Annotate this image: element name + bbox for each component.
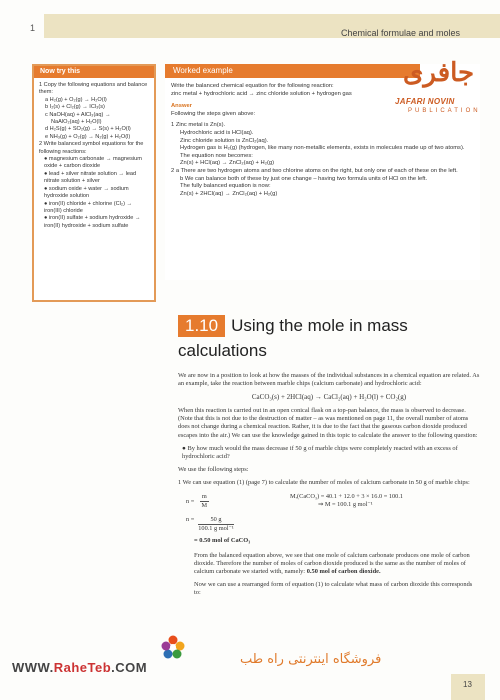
steps-intro: We use the following steps: [178, 465, 249, 473]
exercise-line: 1 Copy the following equations and balance them: [39, 82, 148, 96]
fraction-top: 50 g [198, 516, 233, 525]
paragraph [194, 552, 480, 576]
exercise-line: 2 Write balanced symbol equations for the following reactions: [39, 141, 144, 155]
paragraph: Now we can use a rearranged form of equation (1) to calculate what mass of carbon dioxide this corresponds to: [194, 580, 473, 596]
reaction-equation: CaCO₃(s) + 2HCl(aq) → CaCl₂(aq) + H₂O(l) + CO₂(g) [251, 393, 407, 402]
page-number: 13 [463, 680, 472, 689]
fraction-bottom: 100.1 g mol⁻¹ [198, 525, 234, 533]
url-suffix: .COM [111, 660, 148, 675]
worked-line: The fully balanced equation is now: [180, 183, 271, 190]
site-watermark [0, 652, 500, 680]
answer-label: Answer [171, 103, 192, 110]
page-header [0, 0, 500, 38]
now-try-this-heading: Now try this [34, 66, 154, 78]
exercise-line: d H₂S(g) + SO₂(g) → S(s) + H₂O(l) [45, 126, 131, 133]
header-title: Chemical formulae and moles [340, 28, 460, 38]
section-heading [178, 315, 478, 361]
worked-example-intro: Write the balanced chemical equation for the following reaction: [171, 83, 334, 89]
exercise-line: b I₂(s) + Cl₂(g) → ICl₃(s) [45, 104, 105, 111]
main-text [178, 372, 480, 602]
step-1: 1 We can use equation (1) (page 7) to calculate the number of moles of calcium carbonate in 50 g of marble chips: [178, 478, 470, 486]
section-number: 1.10 [178, 315, 225, 337]
molar-mass-working [290, 493, 480, 510]
n-equals: n = [186, 498, 195, 506]
watermark-persian-text: فروشگاه اینترنتی راه طب [240, 652, 382, 667]
worked-line: Zn(s) + 2HCl(aq) → ZnCl₂(aq) + H₂(g) [180, 190, 278, 197]
fraction [200, 493, 209, 510]
worked-line: Zn(s) + HCl(aq) → ZnCl₂(aq) + H₂(g) [180, 160, 275, 167]
publisher-logo-subtitle: PUBLICATION [408, 108, 481, 114]
exercise-line: ● sodium oxide + water → sodium hydroxide solution [44, 185, 129, 200]
exercise-line: ● magnesium carbonate → magnesium oxide + carbon dioxide [44, 156, 142, 170]
now-try-this-body [34, 78, 154, 230]
paragraph: We are now in a position to look at how the masses of the individual substances in a chemical equation are related. As an example, take the reaction between marble chips (calcium carbonate) and hydrochloric acid: [178, 372, 480, 388]
exercise-line: ● iron(II) chloride + chlorine (Cl₂) → iron(III) chloride [44, 200, 133, 214]
exercise-line: c NaOH(aq) + AlCl₃(aq) → [45, 111, 111, 118]
n-equals: n = [186, 516, 195, 524]
steps-intro: Following the steps given above: [171, 110, 256, 117]
exercise-line: NaAlO₂(aq) + H₂O(l) [51, 119, 102, 126]
exercise-line: e NH₃(g) + O₂(g) → N₂(g) + H₂O(l) [45, 133, 131, 140]
header-page-marker: 1 [30, 23, 36, 33]
worked-line: 2 a There are two hydrogen atoms and two chlorine atoms on the right, but only one of each of these on the left. [171, 167, 458, 174]
fraction [198, 516, 233, 533]
mr-line: Mᵣ(CaCO₃) = 40.1 + 12.0 + 3 × 16.0 = 100.1 [290, 493, 404, 501]
m-line: ⇒ M = 100.1 g mol⁻¹ [318, 501, 373, 509]
exercise-line: a H₂(g) + O₂(g) → H₂O(l) [45, 96, 107, 103]
paragraph-text: From the balanced equation above, we see that one mole of calcium carbonate produces one mole of carbon dioxide. Therefore the number of moles of carbon dioxide produced is the same as the number of moles of calcium carbonate we started with, namely: [194, 551, 470, 575]
question-bullet: ● By how much would the mass decrease if 50 g of marble chips were completely reacted with an excess of hydrochloric acid? [182, 444, 458, 460]
url-prefix: WWW. [12, 660, 54, 675]
worked-example-heading: Worked example [165, 64, 420, 78]
calculation-result: = 0.50 mol of CaCO₃ [194, 537, 251, 545]
url-brand: RaheTeb [53, 660, 112, 675]
publisher-logo-mark: جافری [403, 58, 475, 88]
exercise-line: ● lead + silver nitrate solution → lead nitrate solution + silver [44, 170, 137, 185]
moles-formula [186, 493, 213, 510]
fraction-top: m [200, 493, 209, 502]
worked-example-reaction: zinc metal + hydrochloric acid → zinc chloride solution + hydrogen gas [171, 90, 352, 97]
exercise-line: ● iron(II) sulfate + sodium hydroxide → iron(II) hydroxide + sodium sulfate [44, 215, 141, 229]
worked-line: Hydrogen gas is H₂(g) (hydrogen, like many non-metallic elements, exists in molecules made up of two atoms). [180, 145, 465, 152]
section-title-line1: Using the mole in mass [231, 316, 408, 335]
calculation-row-2 [186, 516, 480, 533]
worked-line: Hydrochloric acid is HCl(aq). [180, 129, 254, 136]
worked-line: 1 Zinc metal is Zn(s). [171, 122, 226, 129]
watermark-url [12, 660, 147, 675]
publisher-logo-name: JAFARI NOVIN [395, 97, 455, 106]
paragraph-emphasis: 0.50 mol of carbon dioxide. [306, 567, 381, 575]
calculation-row [186, 493, 480, 510]
publisher-logo [363, 58, 483, 128]
worked-line: Zinc chloride solution is ZnCl₂(aq). [180, 137, 269, 144]
now-try-this-box [32, 64, 156, 302]
fraction-bottom: M [201, 502, 208, 510]
worked-line: b We can balance both of these by just one change – having two formula units of HCl on the left. [180, 175, 428, 182]
page-number-box [451, 674, 485, 700]
paragraph: When this reaction is carried out in an open conical flask on a top-pan balance, the mass is observed to decrease. (Note that this is not due to the destruction of matter – as was mentioned on page 11, the overall number of atoms does not change during a chemical reaction. Rather, it is due to the fact that the gaseous carbon dioxide produced escapes into the air.) We can use the knowledge gained in this topic to calculate the answer to the following question: [178, 407, 478, 439]
section-title-line2: calculations [178, 341, 267, 360]
worked-line: The equation now becomes: [180, 152, 253, 159]
